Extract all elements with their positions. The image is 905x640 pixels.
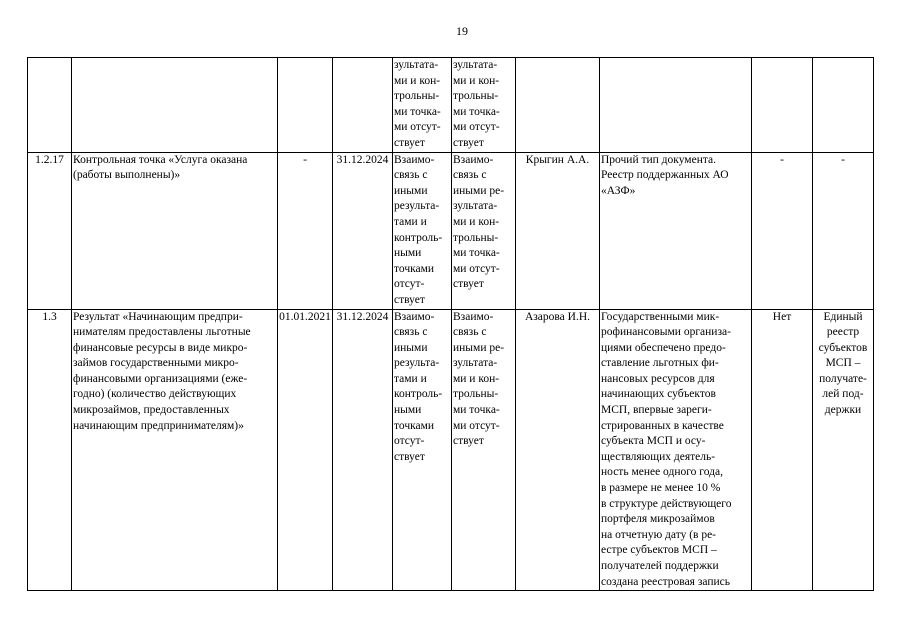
responsible-person: Азарова И.Н. <box>516 309 600 591</box>
row-number <box>28 58 72 153</box>
end-date: 31.12.2024 <box>333 309 393 591</box>
next-link: зультата- ми и кон- трольны- ми точка- ми отсут- ствует <box>452 58 516 153</box>
row-number: 1.3 <box>28 309 72 591</box>
end-date: 31.12.2024 <box>333 152 393 309</box>
table-row <box>28 58 874 153</box>
next-link: Взаимо- связь с иными ре- зультата- ми и кон- трольны- ми точка- ми отсут- ствует <box>452 309 516 591</box>
document-type: Прочий тип документа. Реестр поддержанных АО «АЗФ» <box>600 152 752 309</box>
end-date <box>333 58 393 153</box>
prev-link: Взаимо- связь с иными результа- тами и контроль- ными точками отсут- ствует <box>393 152 452 309</box>
table-row <box>28 152 874 309</box>
table-row <box>28 309 874 591</box>
information-system <box>813 58 874 153</box>
start-date: - <box>278 152 333 309</box>
row-name <box>72 58 278 153</box>
prev-link: зультата- ми и кон- трольны- ми точка- ми отсут- ствует <box>393 58 452 153</box>
flag <box>752 58 813 153</box>
document-type <box>600 58 752 153</box>
page-number: 19 <box>456 24 468 38</box>
row-name: Контрольная точка «Услуга оказана (работы выполнены)» <box>72 152 278 309</box>
flag: Нет <box>752 309 813 591</box>
responsible-person <box>516 58 600 153</box>
responsible-person: Крыгин А.А. <box>516 152 600 309</box>
row-name: Результат «Начинающим предпри- нимателям предоставлены льготные финансовые ресурсы в виде микро- займов государственными микро- финансовыми организациями (еже- годно) (количество действующих микрозаймов, предоставленных начинающим предпринимателям)» <box>72 309 278 591</box>
start-date: 01.01.2021 <box>278 309 333 591</box>
flag: - <box>752 152 813 309</box>
plan-table <box>27 57 874 591</box>
information-system: - <box>813 152 874 309</box>
next-link: Взаимо- связь с иными ре- зультата- ми и кон- трольны- ми точка- ми отсут- ствует <box>452 152 516 309</box>
document-type: Государственными мик- рофинансовыми организа- циями обеспечено предо- ставление льготных фи- нансовых ресурсов для начинающих субъектов МСП, впервые зареги- стрированных в качестве субъекта МСП и осу- ществляющих деятель- ность менее одного года, в размере не менее 10 % в структуре действующего портфеля микрозаймов на отчетную дату (в ре- естре субъектов МСП – получателей поддержки создана реестровая запись <box>600 309 752 591</box>
start-date <box>278 58 333 153</box>
information-system: Единый реестр субъектов МСП – получате- лей под- держки <box>813 309 874 591</box>
row-number: 1.2.17 <box>28 152 72 309</box>
prev-link: Взаимо- связь с иными результа- тами и контроль- ными точками отсут- ствует <box>393 309 452 591</box>
